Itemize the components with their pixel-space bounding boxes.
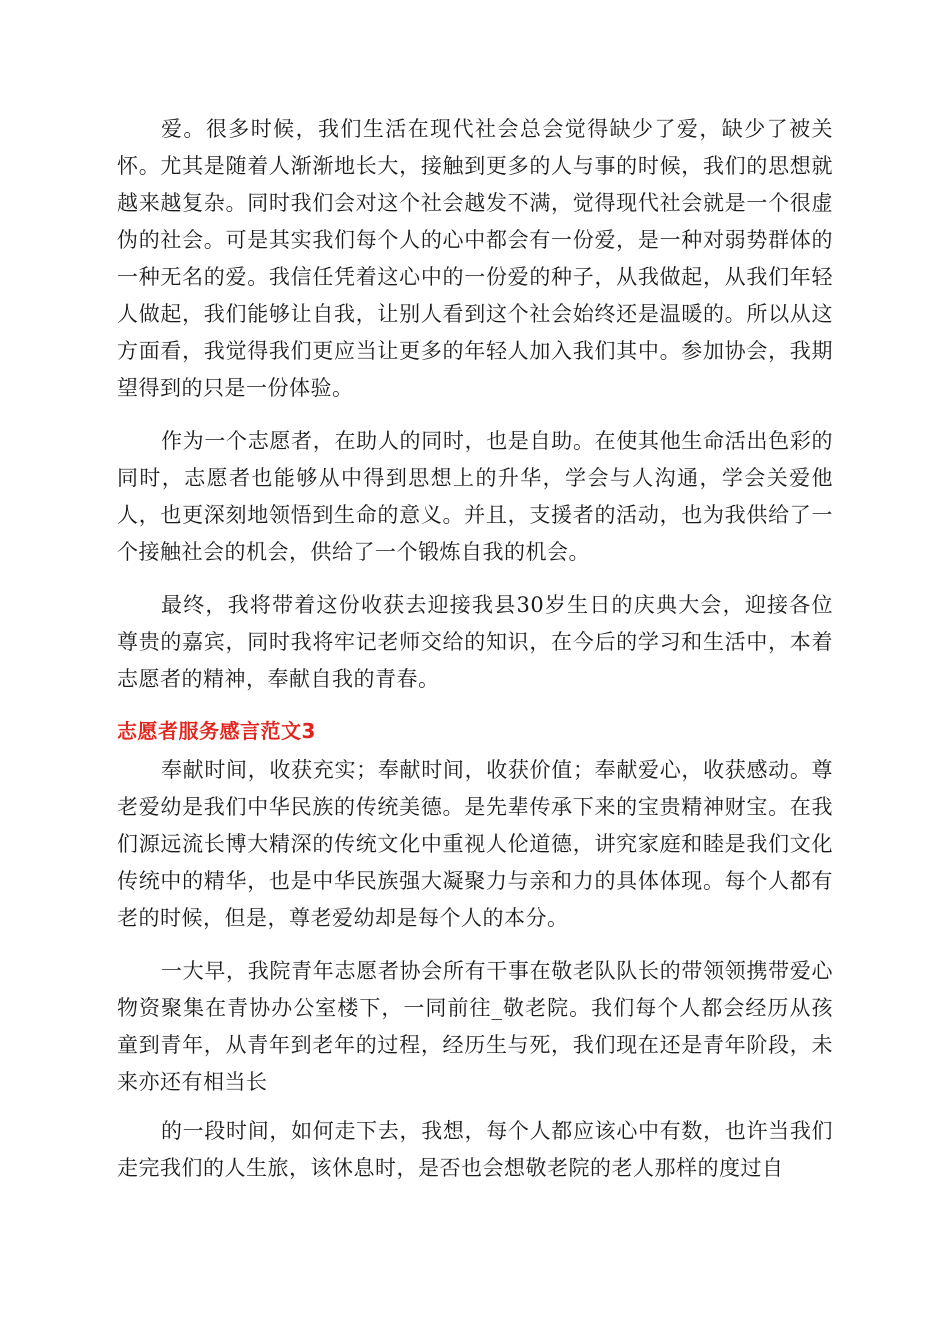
paragraph-love: 爱。很多时候，我们生活在现代社会总会觉得缺少了爱，缺少了被关怀。尤其是随着人渐渐地长大，接触到更多的人与事的时候，我们的思想就越来越复杂。同时我们会对这个社会越发不满，觉得现代社会就是一个很虚伪的社会。可是其实我们每个人的心中都会有一份爱，是一种对弱势群体的一种无名的爱。我信任凭着这心中的一份爱的种子，从我做起，从我们年轻人做起，我们能够让自我，让别人看到这个社会始终还是温暖的。所以从这方面看，我觉得我们更应当让更多的年轻人加入我们其中。参加协会，我期望得到的只是一份体验。	[117, 117, 833, 400]
paragraph-finally: 最终，我将带着这份收获去迎接我县30岁生日的庆典大会，迎接各位尊贵的嘉宾，同时我将牢记老师交给的知识，在今后的学习和生活中，本着志愿者的精神，奉献自我的青春。	[117, 593, 833, 691]
section-heading: 志愿者服务感言范文3	[117, 719, 316, 743]
paragraph-dedication: 奉献时间，收获充实；奉献时间，收获价值；奉献爱心，收获感动。尊老爱幼是我们中华民族的传统美德。是先辈传承下来的宝贵精神财宝。在我们源远流长博大精深的传统文化中重视人伦道德，讲究家庭和睦是我们文化传统中的精华，也是中华民族强大凝聚力与亲和力的具体体现。每个人都有老的时候，但是，尊老爱幼却是每个人的本分。	[117, 758, 833, 930]
paragraph-volunteer-self-help: 作为一个志愿者，在助人的同时，也是自助。在使其他生命活出色彩的同时，志愿者也能够从中得到思想上的升华，学会与人沟通，学会关爱他人，也更深刻地领悟到生命的意义。并且，支援者的活动，也为我供给了一个接触社会的机会，供给了一个锻炼自我的机会。	[117, 429, 833, 564]
paragraph-morning-visit: 一大早，我院青年志愿者协会所有干事在敬老队队长的带领领携带爱心物资聚集在青协办公室楼下，一同前往_敬老院。我们每个人都会经历从孩童到青年，从青年到老年的过程，经历生与死，我们现在还是青年阶段，未来亦还有相当长	[117, 959, 833, 1094]
document-body	[117, 111, 833, 1203]
paragraph-life-journey: 的一段时间，如何走下去，我想，每个人都应该心中有数，也许当我们走完我们的人生旅，该休息时，是否也会想敬老院的老人那样的度过自	[117, 1119, 833, 1180]
